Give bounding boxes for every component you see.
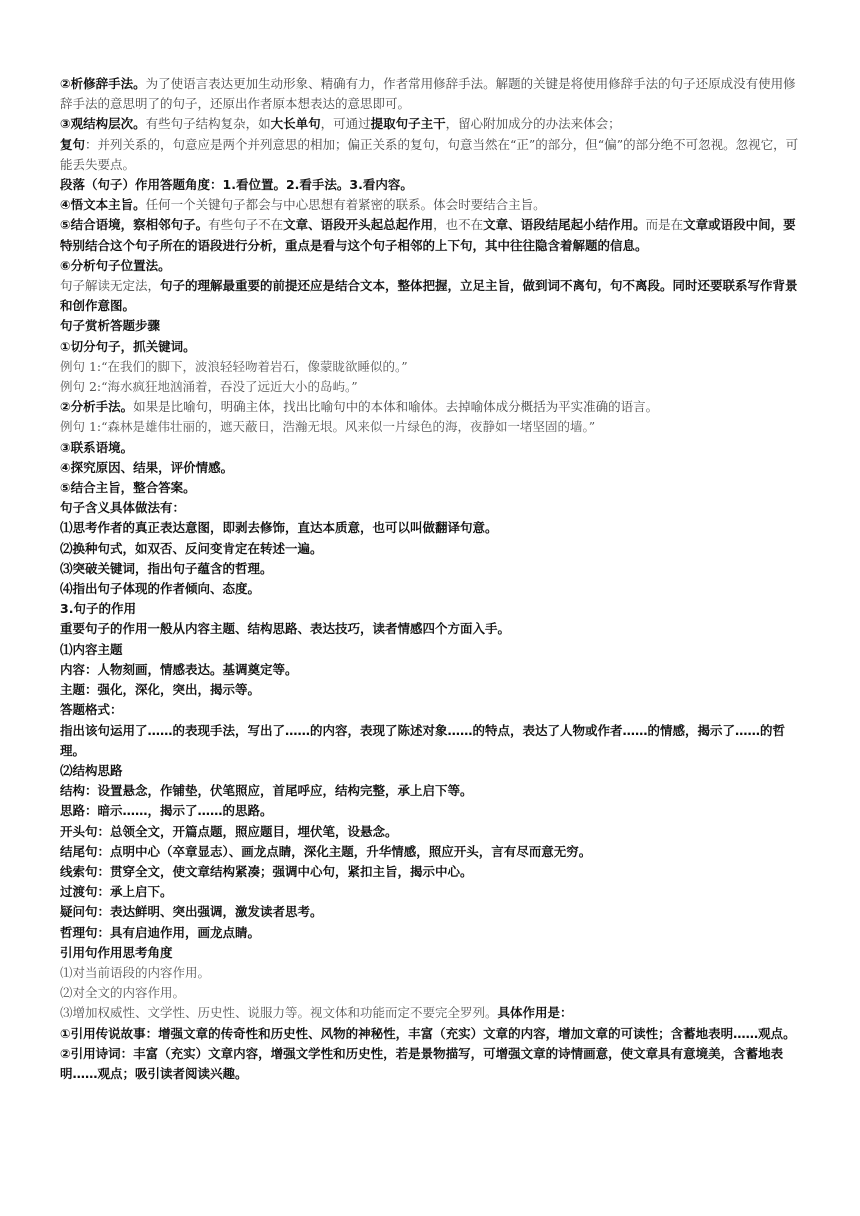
- bold-text-run: 句子赏析答题步骤: [60, 318, 161, 334]
- text-paragraph: [60, 842, 804, 862]
- text-run: ⑶增加权威性、文学性、历史性、说服力等。视文体和功能而定不要完全罗列。: [60, 1005, 498, 1021]
- bold-text-run: 线索句：贯穿全文，使文章结构紧凑；强调中心句，紧扣主旨，揭示中心。: [60, 863, 473, 879]
- bold-text-run: 重要句子的作用一般从内容主题、结构思路、表达技巧，读者情感四个方面入手。: [60, 621, 511, 637]
- text-paragraph: [60, 276, 804, 316]
- text-paragraph: [60, 417, 804, 437]
- text-paragraph: [60, 640, 804, 660]
- bold-text-run: 思路：暗示……，揭示了……的思路。: [60, 803, 273, 819]
- text-paragraph: [60, 135, 804, 175]
- text-paragraph: [60, 478, 804, 498]
- text-paragraph: [60, 660, 804, 680]
- bold-text-run: 文章、语段开头起总起作用: [283, 217, 434, 233]
- bold-text-run: 提取句子主干: [370, 116, 446, 132]
- bold-text-run: ②分析手法。: [60, 399, 134, 415]
- text-paragraph: [60, 862, 804, 882]
- text-paragraph: [60, 316, 804, 336]
- bold-text-run: 文章、语段结尾起小结作用。: [483, 217, 646, 233]
- text-run: 任何一个关键句子都会与中心思想有着紧密的联系。体会时要结合主旨。: [145, 197, 546, 213]
- text-run: ，可通过: [320, 116, 371, 132]
- text-paragraph: [60, 579, 804, 599]
- bold-text-run: 结构：设置悬念，作铺垫，伏笔照应，首尾呼应，结构完整，承上启下等。: [60, 783, 473, 799]
- text-paragraph: [60, 923, 804, 943]
- bold-text-run: ⑴思考作者的真正表达意图，即剥去修饰，直达本质意，也可以叫做翻译句意。: [60, 520, 498, 536]
- text-run: ，也不在: [433, 217, 484, 233]
- text-paragraph: [60, 1003, 804, 1023]
- text-paragraph: [60, 438, 804, 458]
- text-paragraph: [60, 983, 804, 1003]
- bold-text-run: 段落（句子）作用答题角度：1.看位置。2.看手法。3.看内容。: [60, 177, 413, 193]
- text-paragraph: [60, 761, 804, 781]
- text-paragraph: [60, 114, 804, 134]
- text-paragraph: [60, 721, 804, 761]
- bold-text-run: ①引用传说故事：增强文章的传奇性和历史性、风物的神秘性，丰富（充实）文章的内容，增加文章的可读性；含蓄地表明……观点。: [60, 1025, 796, 1041]
- text-paragraph: [60, 518, 804, 538]
- text-paragraph: [60, 377, 804, 397]
- text-run: ：并列关系的，句意应是两个并列意思的相加；偏正关系的复句，句意当然在“正”的部分，但“偏”的部分绝不可忽视。忽视它，可能丢失要点。: [60, 136, 799, 172]
- bold-text-run: 指出该句运用了……的表现手法，写出了……的内容，表现了陈述对象……的特点，表达了人物或作者……的情感，揭示了……的哲理。: [60, 722, 786, 758]
- bold-text-run: ②引用诗词：丰富（充实）文章内容，增强文学性和历史性，若是景物描写，可增强文章的诗情画意，使文章具有意境美，含蓄地表明……观点；吸引读者阅读兴趣。: [60, 1045, 784, 1081]
- text-paragraph: [60, 902, 804, 922]
- bold-text-run: 句子含义具体做法有：: [60, 500, 186, 516]
- text-paragraph: [60, 458, 804, 478]
- text-paragraph: [60, 822, 804, 842]
- text-paragraph: [60, 397, 804, 417]
- bold-text-run: 答题格式：: [60, 702, 123, 718]
- bold-text-run: 内容：人物刻画，情感表达。基调奠定等。: [60, 661, 298, 677]
- text-paragraph: [60, 215, 804, 255]
- bold-text-run: 大长单句: [270, 116, 321, 132]
- bold-text-run: ⑶突破关键词，指出句子蕴含的哲理。: [60, 560, 273, 576]
- bold-text-run: 具体作用是：: [497, 1005, 573, 1021]
- bold-text-run: ④悟文本主旨。: [60, 197, 146, 213]
- text-paragraph: [60, 337, 804, 357]
- text-paragraph: [60, 195, 804, 215]
- bold-text-run: 句子的理解最重要的前提还应是结合文本，整体把握，立足主旨，做到词不离句，句不离段。同时还要联系写作背景和创作意图。: [60, 278, 798, 314]
- bold-text-run: ⑴内容主题: [60, 641, 123, 657]
- text-run: 例句 1:“森林是雄伟壮丽的，遮天蔽日，浩瀚无垠。风来似一片绿色的海，夜静如一堵坚固的墙。”: [60, 419, 596, 435]
- bold-text-run: 主题：强化，深化，突出，揭示等。: [60, 682, 261, 698]
- text-paragraph: [60, 680, 804, 700]
- bold-text-run: ⑤结合主旨，整合答案。: [60, 480, 196, 496]
- text-paragraph: [60, 498, 804, 518]
- bold-text-run: ⑥分析句子位置法。: [60, 257, 171, 273]
- text-run: 例句 2:“海水疯狂地汹涌着，吞没了远近大小的岛屿。”: [60, 379, 358, 395]
- bold-text-run: ③联系语境。: [60, 439, 134, 455]
- bold-text-run: ①切分句子，抓关键词。: [60, 338, 196, 354]
- bold-text-run: 3.句子的作用: [60, 601, 136, 617]
- text-run: ，留心附加成分的办法来体会；: [445, 116, 621, 132]
- text-paragraph: [60, 599, 804, 619]
- text-run: 为了使语言表达更加生动形象、精确有力，作者常用修辞手法。解题的关键是将使用修辞手法的句子还原成没有使用修辞手法的意思明了的句子，还原出作者原本想表达的意思即可。: [60, 76, 796, 112]
- bold-text-run: 文章或语段中间，要特别结合这个句子所在的语段进行分析，重点是看与这个句子相邻的上下句，其中往往隐含着解题的信息。: [60, 217, 796, 253]
- text-paragraph: [60, 74, 804, 114]
- text-paragraph: [60, 357, 804, 377]
- bold-text-run: ③观结构层次。: [60, 116, 146, 132]
- text-paragraph: [60, 1044, 804, 1084]
- text-run: ⑴对当前语段的内容作用。: [60, 964, 211, 980]
- text-run: 句子解读无定法，: [60, 278, 161, 294]
- bold-text-run: 哲理句：具有启迪作用，画龙点睛。: [60, 924, 261, 940]
- bold-text-run: 复句: [60, 136, 86, 152]
- bold-text-run: ④探究原因、结果，评价情感。: [60, 459, 234, 475]
- text-paragraph: [60, 256, 804, 276]
- bold-text-run: ⑵结构思路: [60, 762, 123, 778]
- text-paragraph: [60, 963, 804, 983]
- text-run: 有些句子不在: [208, 217, 284, 233]
- text-paragraph: [60, 619, 804, 639]
- text-paragraph: [60, 539, 804, 559]
- text-paragraph: [60, 1024, 804, 1044]
- text-paragraph: [60, 559, 804, 579]
- bold-text-run: 开头句：总领全文，开篇点题，照应题目，埋伏笔，设悬念。: [60, 823, 398, 839]
- text-paragraph: [60, 943, 804, 963]
- text-run: ⑵对全文的内容作用。: [60, 985, 186, 1001]
- bold-text-run: 引用句作用思考角度: [60, 944, 173, 960]
- text-run: 而是在: [645, 217, 684, 233]
- text-paragraph: [60, 175, 804, 195]
- text-run: 如果是比喻句，明确主体，找出比喻句中的本体和喻体。去掉喻体成分概括为平实准确的语言。: [133, 399, 659, 415]
- text-paragraph: [60, 781, 804, 801]
- bold-text-run: ⑵换种句式，如双否、反问变肯定在转述一遍。: [60, 540, 323, 556]
- bold-text-run: 疑问句：表达鲜明、突出强调，激发读者思考。: [60, 904, 323, 920]
- text-run: 有些句子结构复杂，如: [145, 116, 271, 132]
- text-paragraph: [60, 801, 804, 821]
- bold-text-run: 过渡句：承上启下。: [60, 884, 173, 900]
- bold-text-run: 结尾句：点明中心（卒章显志）、画龙点睛，深化主题，升华情感，照应开头，言有尽而意无穷。: [60, 843, 592, 859]
- bold-text-run: ⑤结合语境，察相邻句子。: [60, 217, 209, 233]
- document-page: [60, 74, 804, 1084]
- bold-text-run: ⑷指出句子体现的作者倾向、态度。: [60, 581, 261, 597]
- bold-text-run: ②析修辞手法。: [60, 76, 146, 91]
- text-paragraph: [60, 882, 804, 902]
- text-paragraph: [60, 700, 804, 720]
- text-run: 例句 1:“在我们的脚下，波浪轻轻吻着岩石，像蒙眬欲睡似的。”: [60, 358, 408, 374]
